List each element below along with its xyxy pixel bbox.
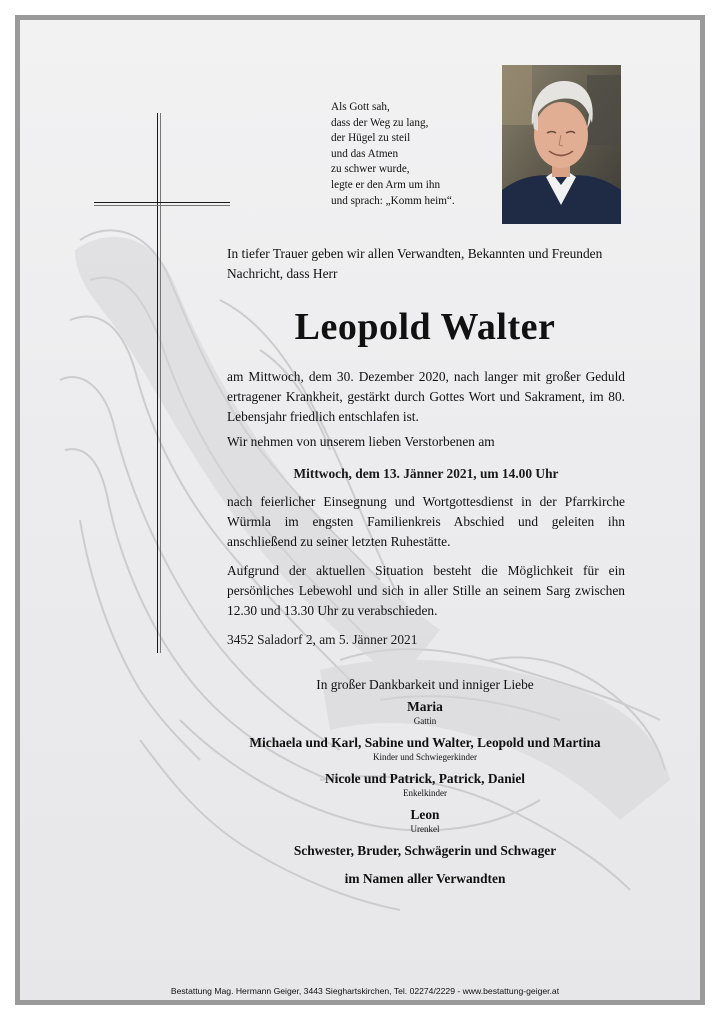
deceased-name: Leopold Walter [294,306,556,348]
cross-icon [157,113,161,653]
cross-icon-beam [94,202,230,206]
mourner-role: Urenkel [410,824,440,834]
mourner-names: Maria [407,699,443,714]
mourners-intro: In großer Dankbarkeit und inniger Liebe [316,677,534,692]
funeral-date: Mittwoch, dem 13. Jänner 2021, um 14.00 Uhr [293,466,559,481]
poem-line: zu schwer wurde, [331,163,410,176]
poem-line: und das Atmen [331,147,399,160]
mourner-role: Enkelkinder [403,788,447,798]
intro-text: In tiefer Trauer geben wir allen Verwandten, Bekannten und Freunden Nachricht, dass Herr [227,246,603,281]
obituary-card [15,15,705,1005]
farewell-paragraph: Wir nehmen von unserem lieben Verstorbenen am [227,434,495,449]
mourners-siblings: Schwester, Bruder, Schwägerin und Schwager [293,843,557,858]
poem-line: und sprach: „Komm heim“. [331,194,455,207]
poem-line: legte er den Arm um ihn [331,178,441,191]
poem-line: Als Gott sah, [331,101,390,113]
ceremony-paragraph: nach feierlicher Einsegnung und Wortgottesdienst in der Pfarrkirche Würmla im engsten Familienkreis Abschied und geleiten ihn anschließend zu seiner letzten Ruhestätte. [227,494,625,549]
mourner-names: Nicole und Patrick, Patrick, Daniel [324,771,526,786]
mourner-names: Leon [410,807,440,822]
mourners-closing: im Namen aller Verwandten [344,871,506,886]
portrait-photo [502,65,621,224]
death-paragraph: am Mittwoch, dem 30. Dezember 2020, nach langer mit großer Geduld ertragener Krankheit, gestärkt durch Gottes Wort und Sakrament, im 80. Lebensjahr friedlich entschlafen ist. [227,369,625,424]
portrait-image [502,65,621,224]
footer-funeral-home: Bestattung Mag. Hermann Geiger, 3443 Sieghartskirchen, Tel. 02274/2229 - www.bestattung-geiger.at [170,986,560,996]
mourners-list [210,675,640,888]
place-date: 3452 Saladorf 2, am 5. Jänner 2021 [227,632,418,647]
mourner-role: Gattin [413,716,437,726]
poem [331,100,501,209]
poem-line: der Hügel zu steil [331,132,411,145]
mourner-names: Michaela und Karl, Sabine und Walter, Leopold und Martina [249,735,601,750]
poem-line: dass der Weg zu lang, [331,116,429,129]
mourner-role: Kinder und Schwiegerkinder [373,752,477,762]
situation-paragraph: Aufgrund der aktuellen Situation besteht die Möglichkeit für ein persönliches Lebewohl und sich in aller Stille an seinem Sarg zwischen 12.30 und 13.30 Uhr zu verabschieden. [227,563,625,618]
